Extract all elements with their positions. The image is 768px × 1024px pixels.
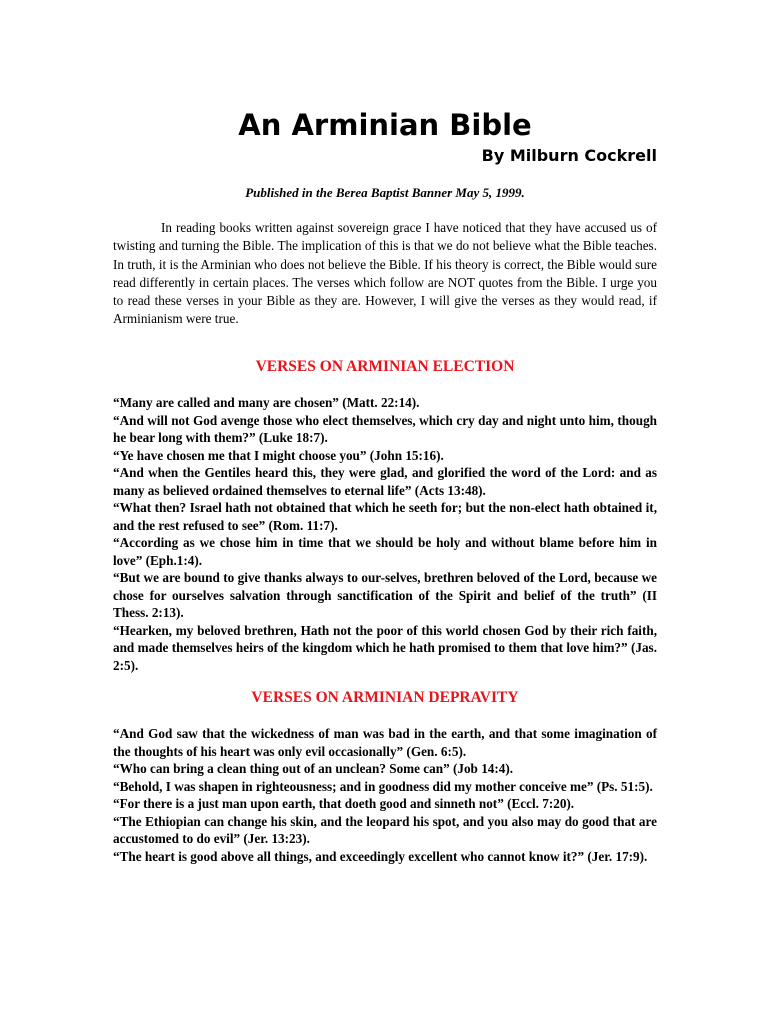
verse-item: “And when the Gentiles heard this, they were glad, and glorified the word of the Lord: and as many as believed ordained themselves to eternal life” (Acts 13:48). (113, 465, 657, 498)
section-heading-depravity: VERSES ON ARMINIAN DEPRAVITY (251, 689, 519, 706)
verse-item: “For there is a just man upon earth, that doeth good and sinneth not” (Eccl. 7:20). (113, 796, 575, 811)
intro-paragraph: In reading books written against sovereign grace I have noticed that they have accused us of twisting and turning the Bible. The implication of this is that we do not believe what the Bible teaches. In truth, it is the Arminian who does not believe the Bible. If his theory is correct, the Bible would sure read differently in certain places. The verses which follow are NOT quotes from the Bible. I urge you to read these verses in your Bible as they are. However, I will give the verses as they would read, if Arminianism were true. (113, 220, 657, 327)
section-heading-election: VERSES ON ARMINIAN ELECTION (255, 358, 515, 375)
verse-list-election (113, 394, 657, 674)
verse-item: “Who can bring a clean thing out of an unclean? Some can” (Job 14:4). (113, 761, 514, 776)
verse-item: “The heart is good above all things, and exceedingly excellent who cannot know it?” (Jer. 17:9). (113, 848, 648, 864)
verse-item: “The Ethiopian can change his skin, and the leopard his spot, and you also may do good that are accustomed to do evil” (Jer. 13:23). (113, 813, 657, 846)
verse-item: “According as we chose him in time that we should be holy and without blame before him in love” (Eph.1:4). (113, 535, 657, 568)
document-title: An Arminian Bible (238, 108, 532, 142)
verse-item: “Many are called and many are chosen” (Matt. 22:14). (113, 395, 420, 410)
author-byline: By Milburn Cockrell (481, 146, 657, 165)
verse-item: “And will not God avenge those who elect themselves, which cry day and night unto him, though he bear long with them?” (Luke 18:7). (113, 412, 657, 445)
verse-item: “Behold, I was shapen in righteousness; and in goodness did my mother conceive me” (Ps. 51:5). (113, 778, 653, 794)
verse-item: “And God saw that the wickedness of man was bad in the earth, and that some imagination of the thoughts of his heart was only evil occasionally” (Gen. 6:5). (113, 726, 657, 759)
verse-item: “Hearken, my beloved brethren, Hath not the poor of this world chosen God by their rich faith, and made themselves heirs of the kingdom which he hath promised to them that love him?” (Jas. 2:5). (113, 622, 657, 673)
publication-note: Published in the Berea Baptist Banner May 5, 1999. (245, 185, 525, 200)
verse-list-depravity (113, 725, 657, 865)
verse-item: “What then? Israel hath not obtained that which he seeth for; but the non-elect hath obtained it, and the rest refused to see” (Rom. 11:7). (113, 500, 657, 533)
verse-item: “But we are bound to give thanks always to our-selves, brethren beloved of the Lord, because we chose for ourselves salvation through sanctification of the Spirit and belief of the truth” (II Thess. 2:13). (113, 570, 657, 620)
verse-item: “Ye have chosen me that I might choose you” (John 15:16). (113, 447, 444, 463)
